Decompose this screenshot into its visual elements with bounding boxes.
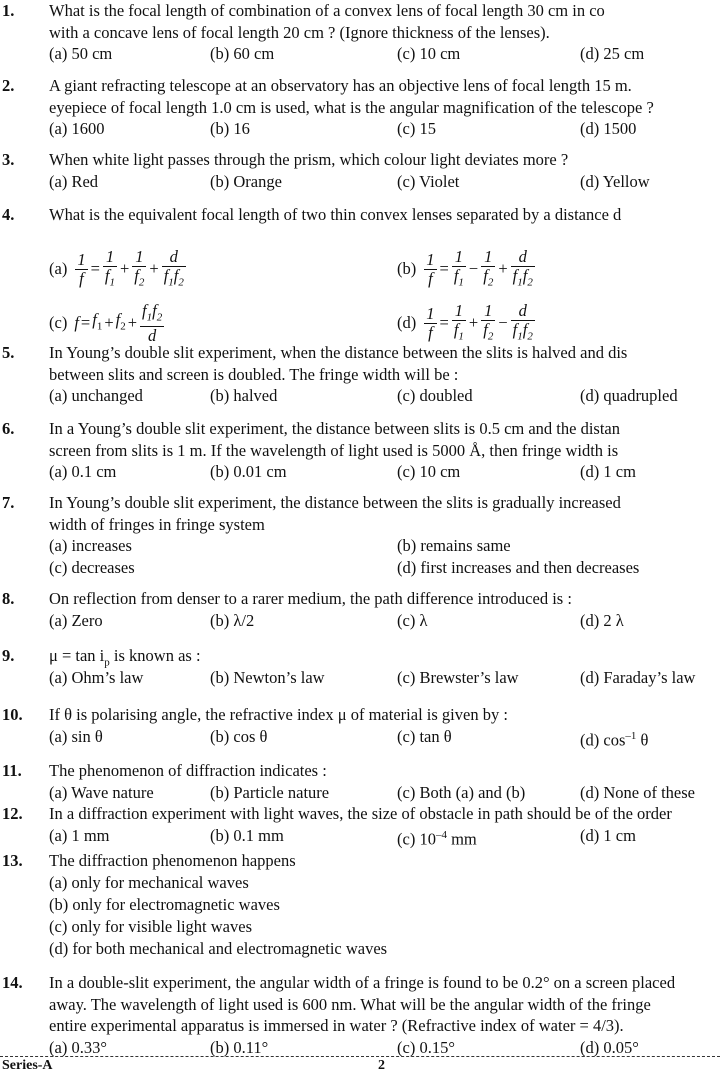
question-number: 3. xyxy=(2,150,15,169)
option-d: (d) 1 cm xyxy=(580,462,636,481)
question-text-line: The diffraction phenomenon happens xyxy=(49,851,296,870)
footer-divider xyxy=(0,1056,720,1057)
option-a: (a) 0.33° xyxy=(49,1037,107,1057)
option-a: (a) increases xyxy=(49,536,132,555)
option-d: (d) 2 λ xyxy=(580,610,624,630)
option-a: (a) Ohm’s law xyxy=(49,667,144,687)
option-c: (c) Both (a) and (b) xyxy=(397,782,526,802)
options-row xyxy=(49,726,720,748)
option-a: (a) 1 mm xyxy=(49,825,110,845)
option-c: (c) λ xyxy=(397,610,428,630)
option-a: (a) 0.1 cm xyxy=(49,462,117,481)
option-d: (d) 0.05° xyxy=(580,1037,639,1057)
question-number: 14. xyxy=(2,973,23,992)
question-body xyxy=(49,0,720,65)
options-row xyxy=(49,461,720,483)
option-b: (b) λ/2 xyxy=(210,610,255,630)
question-body xyxy=(49,803,720,847)
option-a: (a) Red xyxy=(49,171,99,191)
option-c: (c) 15 xyxy=(397,119,436,138)
option-c: (c) decreases xyxy=(49,558,135,577)
question-number: 5. xyxy=(2,343,15,362)
option-b: (b) 16 xyxy=(210,119,250,138)
option-c: (c) Brewster’s law xyxy=(397,667,519,687)
option-b: (b) halved xyxy=(210,386,278,405)
question-body xyxy=(49,760,720,804)
option-b: (b) 60 cm xyxy=(210,44,275,63)
option-a: (a) $\frac{1}{f}$ = $\frac{1}{f_1}$ + $\frac{1}{f_2}$ + $\frac{d}{f_1f_2}$ xyxy=(49,246,184,288)
question-number: 11. xyxy=(2,761,22,780)
question-number: 7. xyxy=(2,493,15,512)
option-c: (c) $f = f_1 + f_2$ + $\frac{f_1f_2}{d}$ xyxy=(49,300,163,345)
question-number: 12. xyxy=(2,804,23,823)
option-d: (d) 1500 xyxy=(580,119,637,138)
series-label: Series-A xyxy=(2,1058,53,1073)
option-a: (a) 50 cm xyxy=(49,44,113,63)
question-text-line: What is the focal length of combination of a convex lens of focal length 30 cm in co xyxy=(49,1,605,20)
option-a: (a) unchanged xyxy=(49,386,143,405)
option-d: (d) first increases and then decreases xyxy=(397,558,640,577)
option-d: (d) for both mechanical and electromagnetic waves xyxy=(49,938,388,958)
question-text-line: What is the equivalent focal length of two thin convex lenses separated by a distance d xyxy=(49,205,622,224)
question-number: 4. xyxy=(2,205,15,224)
question-text-line: In Young’s double slit experiment, when the distance between the slits is halved and dis xyxy=(49,343,628,362)
options-row xyxy=(49,118,720,140)
question-number: 8. xyxy=(2,589,15,608)
question-body xyxy=(49,588,720,632)
question-text-line: In a diffraction experiment with light waves, the size of obstacle in path should be of the order xyxy=(49,804,672,823)
question-number: 10. xyxy=(2,705,23,724)
question-body xyxy=(49,645,720,689)
option-b: (b) 0.01 cm xyxy=(210,462,287,481)
option-b: (b) Orange xyxy=(210,171,282,191)
option-b: (b) 0.1 mm xyxy=(210,825,284,845)
option-a: (a) Zero xyxy=(49,610,103,630)
options-row xyxy=(49,782,720,804)
question-body xyxy=(49,75,720,140)
options-row xyxy=(49,385,720,407)
question-text-line: between slits and screen is doubled. The fringe width will be : xyxy=(49,364,459,384)
option-d: (d) 25 cm xyxy=(580,44,645,63)
question-text-line: On reflection from denser to a rarer medium, the path difference introduced is : xyxy=(49,589,572,608)
options-row xyxy=(49,535,720,557)
question-body xyxy=(49,342,720,407)
options-row xyxy=(49,43,720,65)
option-c: (c) 0.15° xyxy=(397,1037,455,1057)
option-d: (d) $\cos^{-1} \theta$ xyxy=(580,729,649,749)
option-d: (d) $\frac{1}{f}$ = $\frac{1}{f_1}$ + $\frac{1}{f_2}$ − $\frac{d}{f_1f_2}$ xyxy=(397,300,533,342)
question-body xyxy=(49,972,720,1059)
question-number: 6. xyxy=(2,419,15,438)
option-c: (c) 10 cm xyxy=(397,44,461,63)
question-text-line: In a double-slit experiment, the angular width of a fringe is found to be 0.2° on a screen placed xyxy=(49,973,676,992)
option-b: (b) $\frac{1}{f}$ = $\frac{1}{f_1}$ − $\frac{1}{f_2}$ + $\frac{d}{f_1f_2}$ xyxy=(397,246,533,288)
option-b: (b) only for electromagnetic waves xyxy=(49,894,280,914)
question-text-line: A giant refracting telescope at an observatory has an objective lens of focal length 15 m. xyxy=(49,76,632,95)
question-body xyxy=(49,204,720,345)
question-text-line: When white light passes through the prism, which colour light deviates more ? xyxy=(49,150,569,169)
question-text-line: The phenomenon of diffraction indicates : xyxy=(49,761,327,780)
option-b: (b) cos θ xyxy=(210,726,268,746)
option-c: (c) doubled xyxy=(397,386,473,405)
page-number: 2 xyxy=(378,1058,385,1073)
question-number: 13. xyxy=(2,851,23,870)
question-text-line: eyepiece of focal length 1.0 cm is used, what is the angular magnification of the telescope ? xyxy=(49,97,654,117)
question-body xyxy=(49,850,720,960)
option-d: (d) None of these xyxy=(580,782,696,802)
option-a: (a) Wave nature xyxy=(49,782,154,802)
question-number: 2. xyxy=(2,76,15,95)
question-text-line: away. The wavelength of light used is 600 nm. What will be the angular width of the fringe xyxy=(49,994,651,1014)
question-text-line: In Young’s double slit experiment, the distance between the slits is gradually increased xyxy=(49,493,621,512)
option-d: (d) quadrupled xyxy=(580,386,678,405)
options-row xyxy=(49,825,720,847)
question-text-line: $\mu = \tan i_p$ is known as : xyxy=(49,646,201,669)
option-b: (b) Newton’s law xyxy=(210,667,325,687)
option-a: (a) 1600 xyxy=(49,119,105,138)
question-body xyxy=(49,418,720,483)
option-c: (c) tan θ xyxy=(397,726,452,746)
option-b: (b) 0.11° xyxy=(210,1037,269,1057)
option-c: (c) Violet xyxy=(397,171,460,191)
options-row xyxy=(49,557,720,579)
option-b: (b) Particle nature xyxy=(210,782,330,802)
question-body xyxy=(49,149,720,193)
option-c: (c) $10^{-4}$ mm xyxy=(397,828,477,848)
option-c: (c) only for visible light waves xyxy=(49,916,252,936)
question-text-line: with a concave lens of focal length 20 cm ? (Ignore thickness of the lenses). xyxy=(49,22,550,42)
option-a: (a) sin θ xyxy=(49,726,103,746)
option-b: (b) remains same xyxy=(397,536,511,555)
question-body xyxy=(49,492,720,579)
options-row xyxy=(49,171,720,193)
option-a: (a) only for mechanical waves xyxy=(49,872,249,892)
options-row xyxy=(49,610,720,632)
question-text-line: In a Young’s double slit experiment, the distance between slits is 0.5 cm and the distan xyxy=(49,419,620,438)
question-text-line: If θ is polarising angle, the refractive index μ of material is given by : xyxy=(49,705,508,724)
option-d: (d) 1 cm xyxy=(580,825,636,845)
question-text-line: entire experimental apparatus is immersed in water ? (Refractive index of water = 4/3). xyxy=(49,1016,624,1035)
question-text-line: width of fringes in fringe system xyxy=(49,514,265,534)
option-c: (c) 10 cm xyxy=(397,462,461,481)
options-row xyxy=(49,667,720,689)
option-d: (d) Faraday’s law xyxy=(580,667,696,687)
question-number: 9. xyxy=(2,646,15,665)
question-body xyxy=(49,704,720,748)
option-d: (d) Yellow xyxy=(580,171,650,191)
question-number: 1. xyxy=(2,1,15,20)
question-text-line: screen from slits is 1 m. If the wavelength of light used is 5000 Å, then fringe width is xyxy=(49,440,619,460)
